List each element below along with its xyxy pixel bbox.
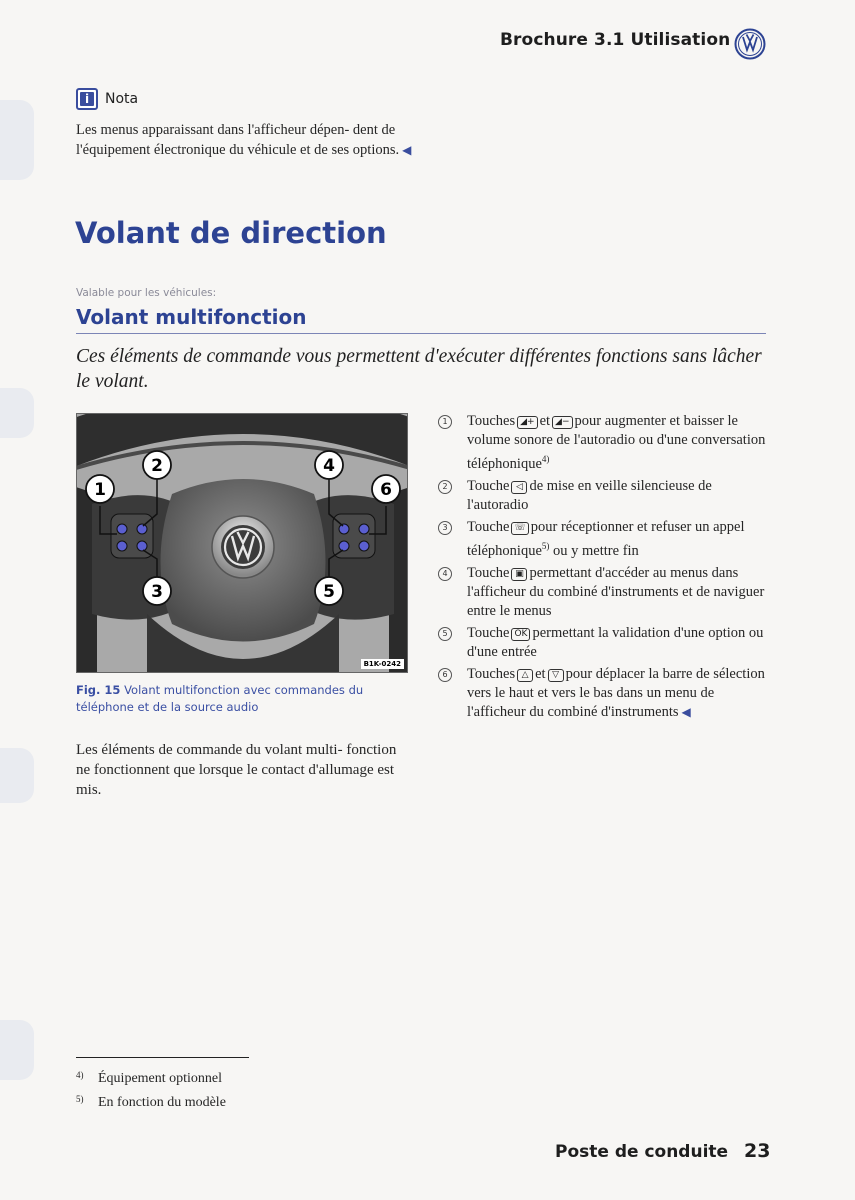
footnote: $^{5)}$ En fonction du modèle	[76, 1094, 226, 1110]
volume-up-key-icon: ◢+	[517, 416, 537, 429]
steering-wheel-figure	[76, 413, 408, 673]
steering-wheel-illustration	[77, 414, 408, 673]
title-rule	[76, 333, 766, 334]
callout-2	[143, 451, 171, 479]
down-key-icon: ▽	[548, 669, 564, 682]
phone-key-icon: ☏	[511, 522, 528, 535]
list-item: 3 Touche ☏ pour réceptionner et refuser un appel téléphonique$^{5)}$ ou y mettre fin	[438, 518, 766, 561]
intro-text: Ces éléments de commande vous permettent d'exécuter différentes fonctions sans lâcher le volant.	[76, 346, 762, 392]
validity-label: Valable pour les véhicules:	[76, 287, 217, 299]
edge-tab	[0, 100, 34, 180]
footnote-rule	[76, 1057, 249, 1058]
back-arrow-icon: ◀	[681, 704, 691, 719]
volume-down-key-icon: ◢−	[552, 416, 572, 429]
callout-6	[372, 475, 400, 503]
edge-tab	[0, 388, 34, 438]
list-item: 1 Touches ◢+ et ◢− pour augmenter et baisser le volume sonore de l'autoradio ou d'une conversation téléphonique$^{4)}$	[438, 412, 766, 474]
callout-1	[86, 475, 114, 503]
item-number: 6	[438, 668, 452, 682]
callout-3	[143, 577, 171, 605]
edge-tab	[0, 748, 34, 803]
list-item: 2 Touche ◁ de mise en veille silencieuse de l'autoradio	[438, 477, 766, 515]
figure-caption: Fig. 15 Volant multifonction avec commandes du téléphone et de la source audio	[76, 683, 364, 714]
item-number: 2	[438, 480, 452, 494]
function-list	[438, 412, 766, 725]
figure-code: B1K-0242	[361, 659, 404, 669]
svg-text:1: 1	[94, 480, 106, 500]
svg-text:6: 6	[380, 480, 392, 500]
footer-section-title: Poste de conduite	[555, 1142, 729, 1162]
back-arrow-icon: ◀	[402, 143, 412, 157]
list-item: 6 Touches △ et ▽ pour déplacer la barre de sélection vers le haut et vers le bas dans un menu de l'afficheur du combiné d'instruments ◀	[438, 665, 766, 722]
footnote: $^{4)}$ Équipement optionnel	[76, 1070, 223, 1086]
note-header	[76, 88, 138, 110]
page-number: 23	[744, 1140, 771, 1162]
svg-text:3: 3	[151, 582, 163, 602]
mute-key-icon: ◁	[511, 481, 527, 494]
body-text: Les éléments de commande du volant multi- fonction ne fonctionnent que lorsque le contact d'allumage est mis.	[76, 742, 397, 798]
vw-logo-icon	[734, 28, 766, 60]
up-key-icon: △	[517, 669, 533, 682]
running-header: Brochure 3.1 Utilisation	[500, 30, 731, 50]
item-number: 1	[438, 415, 452, 429]
note-title: Nota	[105, 91, 139, 107]
callout-5	[315, 577, 343, 605]
ok-key-icon: OK	[511, 628, 530, 641]
menu-key-icon: ▣	[511, 568, 527, 581]
item-number: 3	[438, 521, 452, 535]
section-title: Volant de direction	[75, 216, 387, 250]
svg-text:2: 2	[151, 456, 163, 476]
list-item: 5 Touche OK permettant la validation d'une option ou d'une entrée	[438, 624, 766, 662]
list-item: 4 Touche ▣ permettant d'accéder au menus dans l'afficheur du combiné d'instruments et de naviguer entre le menus	[438, 564, 766, 621]
section-subtitle: Volant multifonction	[76, 305, 307, 329]
svg-text:5: 5	[323, 582, 335, 602]
item-number: 4	[438, 567, 452, 581]
info-icon: i	[76, 88, 98, 110]
note-text: Les menus apparaissant dans l'afficheur dépen- dent de l'équipement électronique du véhicule et de ses options. ◀	[76, 122, 412, 158]
callout-4	[315, 451, 343, 479]
item-number: 5	[438, 627, 452, 641]
edge-tab	[0, 1020, 34, 1080]
svg-text:4: 4	[323, 456, 335, 476]
